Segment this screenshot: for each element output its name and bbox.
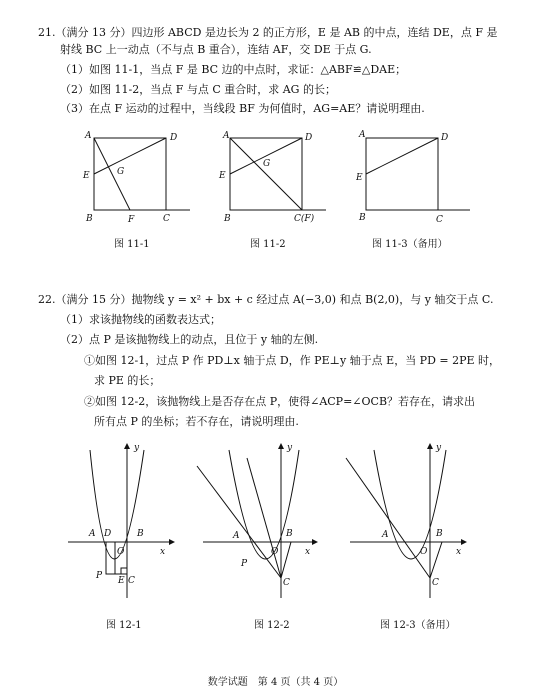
fig11-3-caption: 图 11-3（备用） bbox=[372, 239, 448, 250]
fig12-2-label-p: P bbox=[241, 559, 248, 569]
fig12-1-label-x: x bbox=[160, 547, 166, 557]
fig12-1-label-d: D bbox=[104, 529, 112, 539]
q22-sub1-line2: 求 PE 的长； bbox=[94, 374, 161, 387]
fig12-1-label-e: E bbox=[118, 576, 125, 586]
q22-part1: （1）求该抛物线的函数表达式； bbox=[60, 313, 221, 326]
fig12-2-label-c: C bbox=[283, 578, 290, 588]
fig12-2-label-y: y bbox=[287, 443, 293, 453]
fig11-3-label-e: E bbox=[356, 173, 363, 183]
fig11-2-label-g: G bbox=[263, 159, 271, 169]
fig11-1-label-g: G bbox=[117, 167, 125, 177]
fig11-2-caption: 图 11-2 bbox=[250, 239, 286, 250]
q21-part3: （3）在点 F 运动的过程中，当线段 BF 为何值时，AG=AE？请说明理由. bbox=[60, 102, 425, 115]
fig12-1-label-y: y bbox=[134, 443, 140, 453]
q21-part2: （2）如图 11-2，当点 F 与点 C 重合时，求 AG 的长； bbox=[60, 83, 336, 96]
fig11-1-label-a: A bbox=[85, 131, 92, 141]
fig11-2-label-a: A bbox=[223, 131, 230, 141]
fig11-2-label-cf: C(F) bbox=[294, 214, 315, 224]
q22-part2: （2）点 P 是该抛物线上的动点，且位于 y 轴的左侧. bbox=[60, 333, 319, 346]
fig11-3-label-a: A bbox=[359, 130, 366, 140]
fig11-3-label-b: B bbox=[359, 213, 366, 223]
q22-sub1-line1: ①如图 12-1，过点 P 作 PD⊥x 轴于点 D，作 PE⊥y 轴于点 E，当 PD = 2PE 时， bbox=[84, 354, 501, 367]
fig11-1-label-c: C bbox=[163, 214, 170, 224]
fig11-2-label-d: D bbox=[305, 133, 313, 143]
q21-line2: 射线 BC 上一动点（不与点 B 重合），连结 AF，交 DE 于点 G. bbox=[60, 43, 372, 56]
fig12-2-label-x: x bbox=[305, 547, 311, 557]
fig12-2-caption: 图 12-2 bbox=[254, 620, 290, 631]
fig12-3-label-c: C bbox=[432, 578, 439, 588]
q21-part1: （1）如图 11-1，当点 F 是 BC 边的中点时，求证：△ABF≌△DAE； bbox=[60, 63, 407, 76]
q21-header: 21.（满分 13 分）四边形 ABCD 是边长为 2 的正方形，E 是 AB 的中点，连结 DE，点 F 是 bbox=[38, 26, 498, 39]
page-footer: 数学试题 第 4 页（共 4 页） bbox=[207, 677, 344, 688]
figure-11-1 bbox=[80, 128, 200, 228]
fig11-3-label-c: C bbox=[436, 215, 443, 225]
q22-sub2-line1: ②如图 12-2，该抛物线上是否存在点 P，使得∠ACP=∠OCB？若存在，请求出 bbox=[84, 395, 476, 408]
q22-header: 22.（满分 15 分）抛物线 y = x² + bx + c 经过点 A(−3,0) 和点 B(2,0)，与 y 轴交于点 C. bbox=[38, 293, 494, 306]
fig11-3-label-d: D bbox=[441, 133, 449, 143]
fig12-2-label-b: B bbox=[286, 529, 293, 539]
figure-11-2 bbox=[218, 128, 338, 228]
fig12-3-label-y: y bbox=[436, 443, 442, 453]
fig11-1-caption: 图 11-1 bbox=[114, 239, 150, 250]
fig12-3-label-x: x bbox=[456, 547, 462, 557]
fig11-1-label-d: D bbox=[170, 133, 178, 143]
fig11-1-label-f: F bbox=[128, 215, 135, 225]
figure-11-3 bbox=[356, 128, 476, 228]
fig12-1-label-p: P bbox=[96, 571, 103, 581]
fig12-3-caption: 图 12-3（备用） bbox=[380, 620, 456, 631]
fig12-1-label-o: O bbox=[117, 547, 125, 557]
q22-sub2-line2: 所有点 P 的坐标；若不存在，请说明理由. bbox=[94, 415, 299, 428]
fig11-1-label-e: E bbox=[83, 171, 90, 181]
fig12-2-label-o: O bbox=[271, 547, 279, 557]
fig12-3-label-b: B bbox=[436, 529, 443, 539]
fig11-2-label-e: E bbox=[219, 171, 226, 181]
figure-12-3 bbox=[342, 438, 472, 608]
fig12-2-label-a: A bbox=[233, 531, 240, 541]
fig12-3-label-a: A bbox=[382, 530, 389, 540]
fig11-2-label-b: B bbox=[224, 214, 231, 224]
fig12-1-label-b: B bbox=[137, 529, 144, 539]
fig12-1-caption: 图 12-1 bbox=[106, 620, 142, 631]
fig12-3-label-o: O bbox=[420, 547, 428, 557]
fig12-1-label-a: A bbox=[89, 529, 96, 539]
fig12-1-label-c: C bbox=[128, 576, 135, 586]
figure-12-2 bbox=[195, 438, 325, 608]
fig11-1-label-b: B bbox=[86, 214, 93, 224]
figure-12-1 bbox=[60, 438, 180, 608]
